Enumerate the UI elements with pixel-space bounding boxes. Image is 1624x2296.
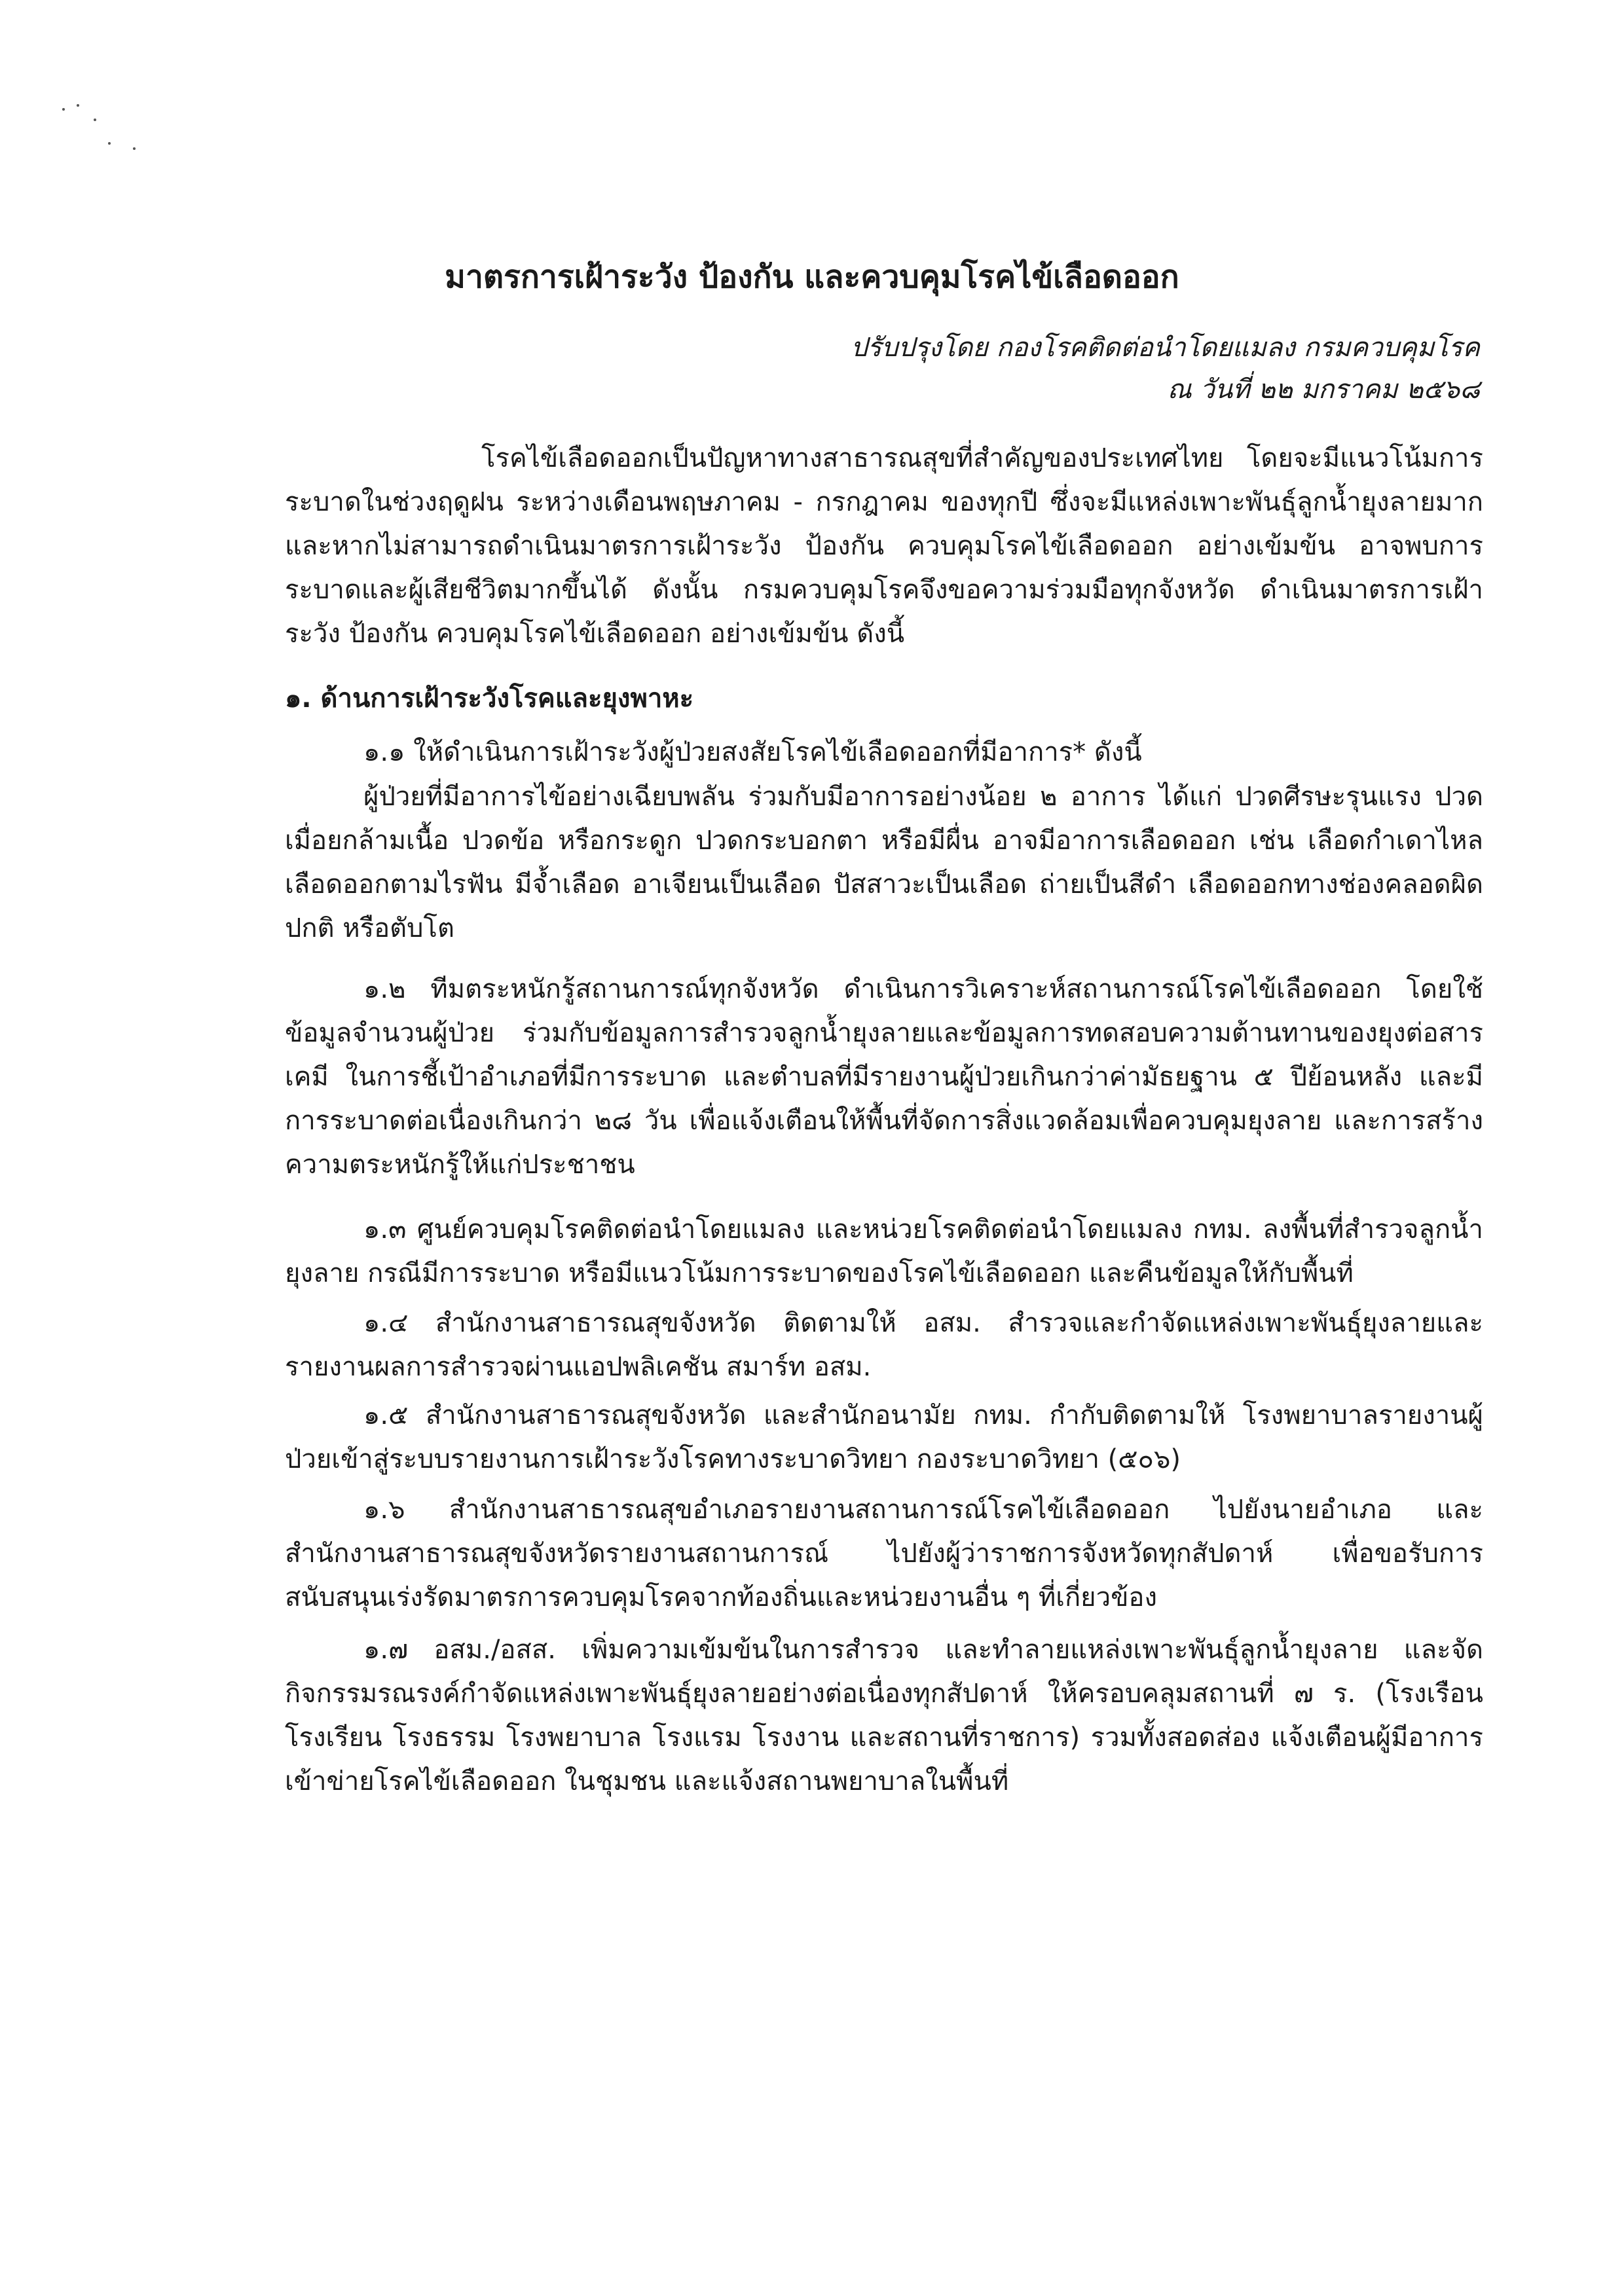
item-1-2: ๑.๒ ทีมตระหนักรู้สถานการณ์ทุกจังหวัด ดำเนินการวิเคราะห์สถานการณ์โรคไข้เลือดออก โดยใช้ข้อมูลจำนวนผู้ป่วย ร่วมกับข้อมูลการสำรวจลูกน้ำยุงลายและข้อมูลการทดสอบความต้านทานของยุงต่อสารเคมี ในการชี้เป้าอำเภอที่มีการระบาด และตำบลที่มีรายงานผู้ป่วยเกินกว่าค่ามัธยฐาน ๕ ปีย้อนหลัง และมีการระบาดต่อเนื่องเกินกว่า ๒๘ วัน เพื่อแจ้งเตือนให้พื้นที่จัดการสิ่งแวดล้อมเพื่อควบคุมยุงลาย และการสร้างความตระหนักรู้ให้แก่ประชาชน (285, 974, 1483, 1180)
item-1-7: ๑.๗ อสม./อสส. เพิ่มความเข้มข้นในการสำรวจ และทำลายแหล่งเพาะพันธุ์ลูกน้ำยุงลาย และจัดกิจกรรมรณรงค์กำจัดแหล่งเพาะพันธุ์ยุงลายอย่างต่อเนื่องทุกสัปดาห์ ให้ครอบคลุมสถานที่ ๗ ร. (โรงเรือน โรงเรียน โรงธรรม โรงพยาบาล โรงแรม โรงงาน และสถานที่ราชการ) รวมทั้งสอดส่อง แจ้งเตือนผู้มีอาการเข้าข่ายโรคไข้เลือดออก ในชุมชน และแจ้งสถานพยาบาลในพื้นที่ (285, 1635, 1483, 1796)
document-title: มาตรการเฝ้าระวัง ป้องกัน และควบคุมโรคไข้เลือดออก (445, 259, 1179, 295)
section-1-heading: ๑. ด้านการเฝ้าระวังโรคและยุงพาหะ (285, 683, 694, 714)
scan-artifact (62, 101, 154, 160)
item-1-4: ๑.๔ สำนักงานสาธารณสุขจังหวัด ติดตามให้ อสม. สำรวจและกำจัดแหล่งเพาะพันธุ์ยุงลายและรายงานผลการสำรวจผ่านแอปพลิเคชัน สมาร์ท อสม. (285, 1308, 1483, 1382)
byline-author: ปรับปรุงโดย กองโรคติดต่อนำโดยแมลง กรมควบคุมโรค (851, 333, 1480, 363)
item-1-3: ๑.๓ ศูนย์ควบคุมโรคติดต่อนำโดยแมลง และหน่วยโรคติดต่อนำโดยแมลง กทม. ลงพื้นที่สำรวจลูกน้ำยุงลาย กรณีมีการระบาด หรือมีแนวโน้มการระบาดของโรคไข้เลือดออก และคืนข้อมูลให้กับพื้นที่ (285, 1214, 1483, 1288)
item-1-1-detail: ผู้ป่วยที่มีอาการไข้อย่างเฉียบพลัน ร่วมกับมีอาการอย่างน้อย ๒ อาการ ได้แก่ ปวดศีรษะรุนแรง ปวดเมื่อยกล้ามเนื้อ ปวดข้อ หรือกระดูก ปวดกระบอกตา หรือมีผื่น อาจมีอาการเลือดออก เช่น เลือดกำเดาไหล เลือดออกตามไรฟัน มีจ้ำเลือด อาเจียนเป็นเลือด ปัสสาวะเป็นเลือด ถ่ายเป็นสีดำ เลือดออกทางช่องคลอดผิดปกติ หรือตับโต (285, 782, 1483, 943)
intro-paragraph: โรคไข้เลือดออกเป็นปัญหาทางสาธารณสุขที่สำคัญของประเทศไทย โดยจะมีแนวโน้มการระบาดในช่วงฤดูฝน ระหว่างเดือนพฤษภาคม - กรกฎาคม ของทุกปี ซึ่งจะมีแหล่งเพาะพันธุ์ลูกน้ำยุงลายมาก และหากไม่สามารถดำเนินมาตรการเฝ้าระวัง ป้องกัน ควบคุมโรคไข้เลือดออก อย่างเข้มข้น อาจพบการระบาดและผู้เสียชีวิตมากขึ้นได้ ดังนั้น กรมควบคุมโรคจึงขอความร่วมมือทุกจังหวัด ดำเนินมาตรการเฝ้าระวัง ป้องกัน ควบคุมโรคไข้เลือดออก อย่างเข้มข้น ดังนี้ (285, 443, 1483, 649)
item-1-1-lead: ๑.๑ ให้ดำเนินการเฝ้าระวังผู้ป่วยสงสัยโรคไข้เลือดออกที่มีอาการ* ดังนี้ (363, 737, 1142, 767)
item-1-6: ๑.๖ สำนักงานสาธารณสุขอำเภอรายงานสถานการณ์โรคไข้เลือดออก ไปยังนายอำเภอ และสำนักงานสาธารณสุขจังหวัดรายงานสถานการณ์ ไปยังผู้ว่าราชการจังหวัดทุกสัปดาห์ เพื่อขอรับการสนับสนุนเร่งรัดมาตรการควบคุมโรคจากท้องถิ่นและหน่วยงานอื่น ๆ ที่เกี่ยวข้อง (285, 1495, 1483, 1613)
byline-date: ณ วันที่ ๒๒ มกราคม ๒๕๖๘ (1167, 374, 1480, 405)
item-1-5: ๑.๕ สำนักงานสาธารณสุขจังหวัด และสำนักอนามัย กทม. กำกับติดตามให้ โรงพยาบาลรายงานผู้ป่วยเข้าสู่ระบบรายงานการเฝ้าระวังโรคทางระบาดวิทยา กองระบาดวิทยา (๕๐๖) (285, 1400, 1483, 1474)
